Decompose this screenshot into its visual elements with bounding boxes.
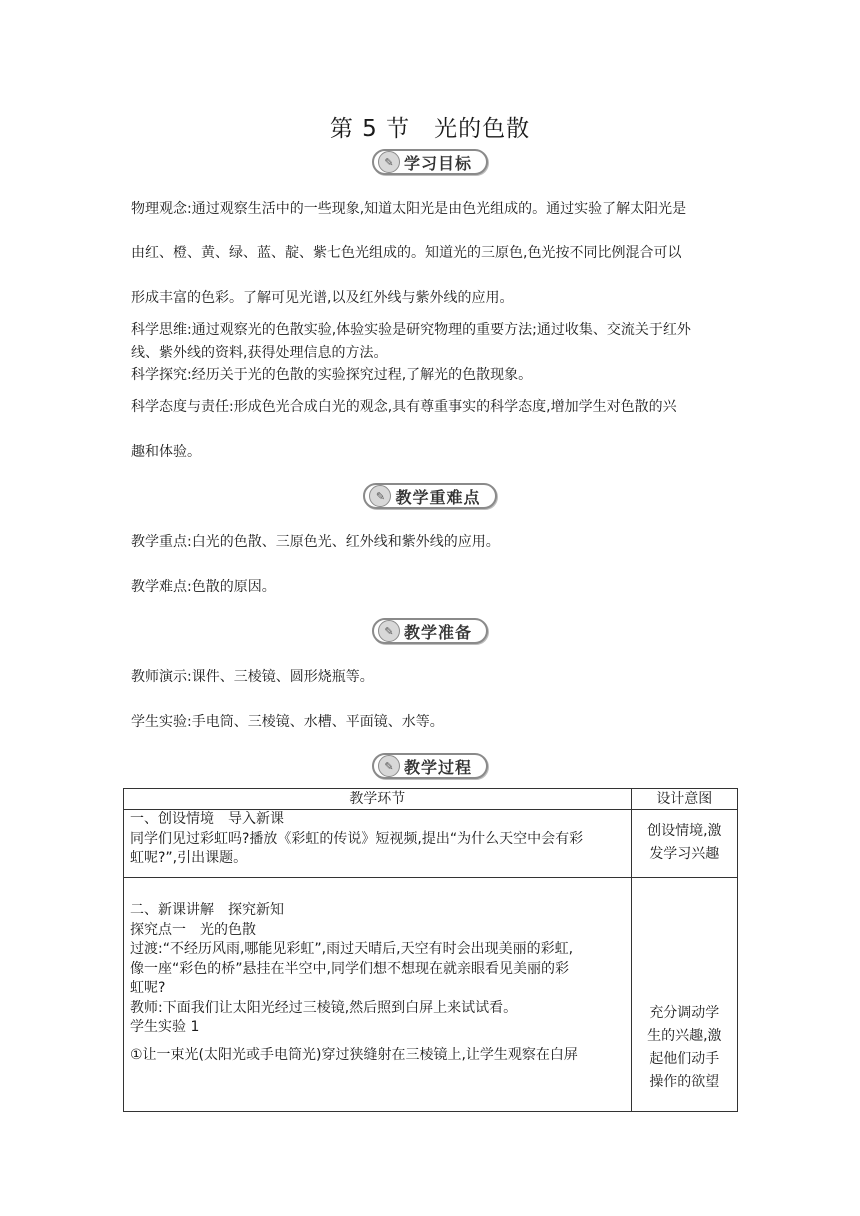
section-badge-goals [0,149,860,175]
section-title-process: 教学过程 [403,757,472,777]
section-badge-prep [0,618,860,644]
goal-p1-line1: 物理观念:通过观察生活中的一些现象,知道太阳光是由色光组成的。通过实验了解太阳光是 [131,201,687,217]
row2-line: 虹呢? [130,980,166,996]
row1-main [124,810,632,878]
section-title-prep: 教学准备 [403,622,472,642]
section-title-goals: 学习目标 [403,153,472,173]
difficult-point: 教学难点:色散的原因。 [131,579,276,595]
book-icon: ✎ [378,755,400,777]
row2-line: 探究点一 光的色散 [130,921,256,938]
header-main: 教学环节 [124,789,632,810]
header-side: 设计意图 [631,789,737,810]
table-row [124,878,738,1112]
goal-p1-line2: 由红、橙、黄、绿、蓝、靛、紫七色光组成的。知道光的三原色,色光按不同比例混合可以 [131,245,682,261]
row2-line: 教师:下面我们让太阳光经过三棱镜,然后照到白屏上来试试看。 [130,999,518,1016]
row1-side-line: 发学习兴趣 [649,846,720,862]
process-table [123,788,738,1112]
section-badge-keypoints [0,483,860,509]
row2-line: 二、新课讲解 探究新知 [130,902,284,918]
row2-line: 学生实验 1 [130,1019,200,1035]
row2-main [124,878,632,1112]
goal-p4-line1: 科学态度与责任:形成色光合成白光的观念,具有尊重事实的科学态度,增加学生对色散的兴 [131,399,677,415]
row2-side-line: 生的兴趣,激 [647,1028,722,1044]
key-point: 教学重点:白光的色散、三原色光、红外线和紫外线的应用。 [131,534,500,550]
goal-p2-line1: 科学思维:通过观察光的色散实验,体验实验是研究物理的重要方法;通过收集、交流关于红外 [131,322,691,338]
table-row [124,810,738,878]
row2-side-line: 起他们动手 [649,1051,720,1067]
row1-line: 同学们见过彩虹吗?播放《彩虹的传说》短视频,提出“为什么天空中会有彩 [130,830,584,847]
row2-line: ①让一束光(太阳光或手电筒光)穿过狭缝射在三棱镜上,让学生观察在白屏 [130,1046,578,1063]
row2-side-line: 操作的欲望 [649,1074,720,1090]
table-header-row [124,789,738,810]
row1-side-line: 创设情境,激 [647,823,722,839]
goal-p2-line2: 线、紫外线的资料,获得处理信息的方法。 [131,345,388,361]
student-experiment: 学生实验:手电筒、三棱镜、水槽、平面镜、水等。 [131,714,444,730]
book-icon: ✎ [378,620,400,642]
goal-p3: 科学探究:经历关于光的色散的实验探究过程,了解光的色散现象。 [131,367,533,383]
section-badge-process [0,753,860,779]
goal-p1-line3: 形成丰富的色彩。了解可见光谱,以及红外线与紫外线的应用。 [131,290,514,306]
row1-line: 一、创设情境 导入新课 [130,811,284,827]
page-title: 第 5 节 光的色散 [329,116,531,142]
teacher-demo: 教师演示:课件、三棱镜、圆形烧瓶等。 [131,669,374,685]
goal-p4-line2: 趣和体验。 [131,444,201,460]
row1-side [631,810,737,878]
row1-line: 虹呢?”,引出课题。 [130,850,248,866]
row2-side [631,878,737,1112]
book-icon: ✎ [378,151,400,173]
row2-line: 像一座“彩色的桥”悬挂在半空中,同学们想不想现在就亲眼看见美丽的彩 [130,960,569,977]
section-title-keypoints: 教学重难点 [395,487,481,507]
row2-side-line: 充分调动学 [649,1005,720,1021]
row2-line: 过渡:“不经历风雨,哪能见彩虹”,雨过天晴后,天空有时会出现美丽的彩虹, [130,941,574,957]
book-icon: ✎ [369,485,391,507]
